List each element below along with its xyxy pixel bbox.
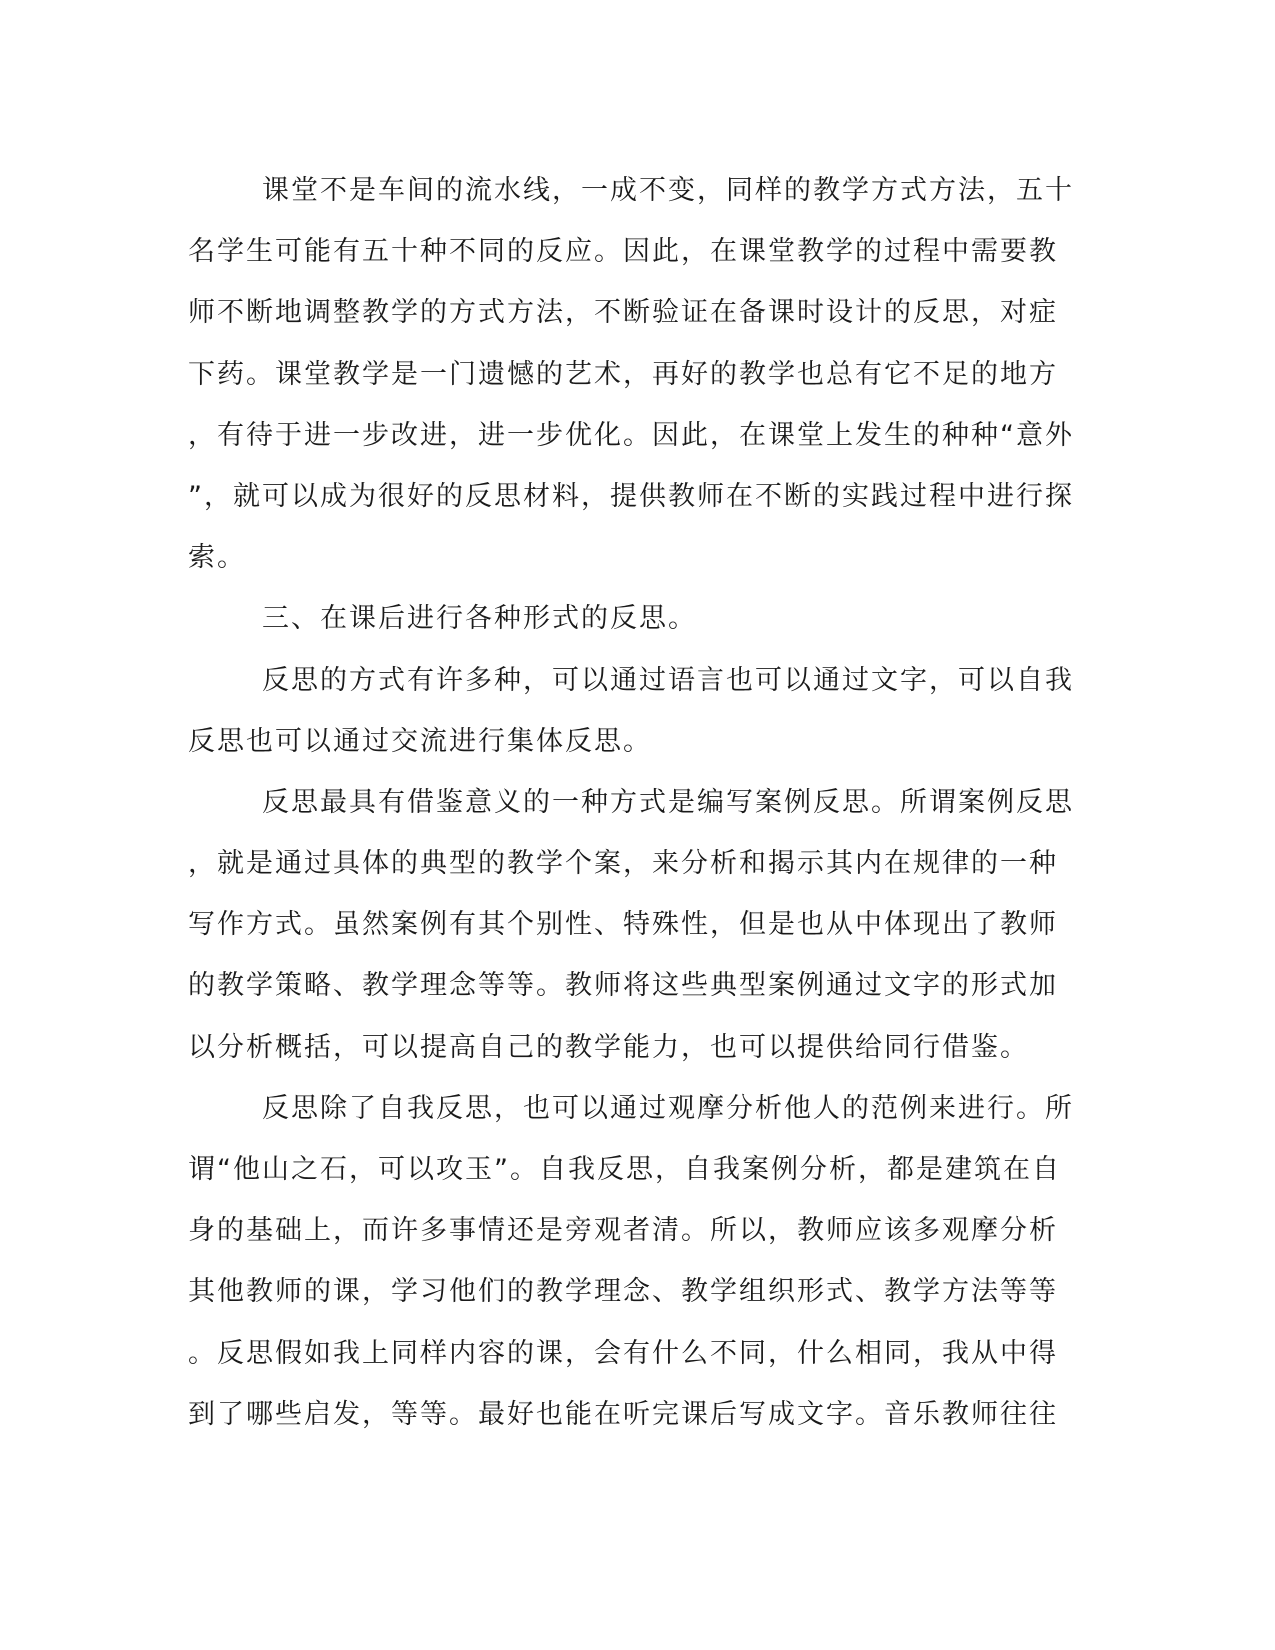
- body-text: [188, 160, 1088, 1445]
- text-line: ，有待于进一步改进，进一步优化。因此，在课堂上发生的种种“意外: [188, 419, 1074, 451]
- text-line: 的教学策略、教学理念等等。教师将这些典型案例通过文字的形式加: [188, 970, 1058, 1002]
- paragraph-first-line: 课堂不是车间的流水线，一成不变，同样的教学方式方法，五十: [262, 175, 1074, 206]
- text-line: 师不断地调整教学的方式方法，不断验证在备课时设计的反思，对症: [188, 297, 1058, 329]
- paragraph-first-line: 三、在课后进行各种形式的反思。: [262, 603, 697, 635]
- text-line: 写作方式。虽然案例有其个别性、特殊性，但是也从中体现出了教师: [188, 909, 1058, 941]
- paragraph-first-line: 反思最具有借鉴意义的一种方式是编写案例反思。所谓案例反思: [262, 786, 1074, 818]
- text-line: 身的基础上，而许多事情还是旁观者清。所以，教师应该多观摩分析: [188, 1215, 1058, 1247]
- text-line: 谓“他山之石，可以攻玉”。自我反思，自我案例分析，都是建筑在自: [188, 1154, 1061, 1185]
- text-line: 下药。课堂教学是一门遗憾的艺术，再好的教学也总有它不足的地方: [188, 358, 1058, 390]
- text-line: ”，就可以成为很好的反思材料，提供教师在不断的实践过程中进行探: [188, 480, 1074, 512]
- text-line: ，就是通过具体的典型的教学个案，来分析和揭示其内在规律的一种: [188, 848, 1058, 880]
- paragraph-first-line: 反思的方式有许多种，可以通过语言也可以通过文字，可以自我: [262, 664, 1074, 696]
- text-line: 其他教师的课，学习他们的教学理念、教学组织形式、教学方法等等: [188, 1276, 1058, 1308]
- text-line: 到了哪些启发，等等。最好也能在听完课后写成文字。音乐教师往往: [188, 1398, 1058, 1430]
- text-line: 反思也可以通过交流进行集体反思。: [188, 725, 652, 757]
- text-line: 以分析概括，可以提高自己的教学能力，也可以提供给同行借鉴。: [188, 1031, 1029, 1063]
- text-line: 。反思假如我上同样内容的课，会有什么不同，什么相同，我从中得: [188, 1337, 1058, 1369]
- paragraph-first-line: 反思除了自我反思，也可以通过观摩分析他人的范例来进行。所: [262, 1092, 1074, 1124]
- text-line: 名学生可能有五十种不同的反应。因此，在课堂教学的过程中需要教: [188, 236, 1058, 268]
- text-line: 索。: [188, 542, 246, 574]
